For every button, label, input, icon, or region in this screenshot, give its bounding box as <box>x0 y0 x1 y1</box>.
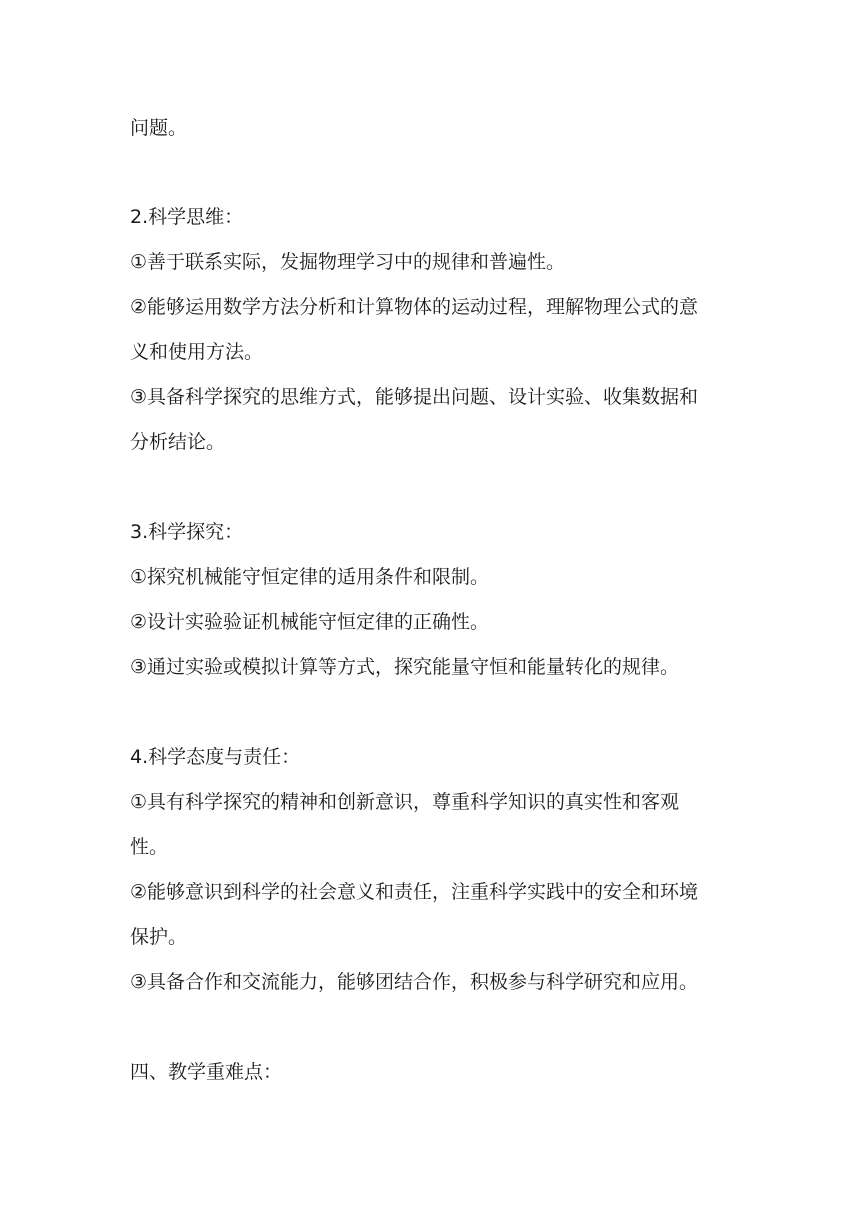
list-item: ③具备科学探究的思维方式，能够提出问题、设计实验、收集数据和 <box>130 386 699 408</box>
section-heading-scientific-inquiry: 3.科学探究： <box>130 521 244 543</box>
paragraph-continuation: 问题。 <box>130 117 188 139</box>
list-item: ③具备合作和交流能力，能够团结合作，积极参与科学研究和应用。 <box>130 971 699 993</box>
section-heading-scientific-thinking: 2.科学思维： <box>130 206 244 228</box>
section-heading-teaching-key-points: 四、教学重难点： <box>130 1061 283 1083</box>
list-item-continuation: 性。 <box>130 836 169 858</box>
list-item: ③通过实验或模拟计算等方式，探究能量守恒和能量转化的规律。 <box>130 656 680 678</box>
list-item: ①具有科学探究的精神和创新意识，尊重科学知识的真实性和客观 <box>130 791 680 813</box>
section-heading-scientific-attitude: 4.科学态度与责任： <box>130 746 301 768</box>
list-item: ②设计实验验证机械能守恒定律的正确性。 <box>130 611 490 633</box>
list-item: ②能够运用数学方法分析和计算物体的运动过程，理解物理公式的意 <box>130 296 699 318</box>
list-item: ①探究机械能守恒定律的适用条件和限制。 <box>130 566 490 588</box>
list-item: ①善于联系实际，发掘物理学习中的规律和普遍性。 <box>130 251 566 273</box>
list-item-continuation: 保护。 <box>130 926 188 948</box>
list-item-continuation: 义和使用方法。 <box>130 341 264 363</box>
list-item-continuation: 分析结论。 <box>130 431 226 453</box>
list-item: ②能够意识到科学的社会意义和责任，注重科学实践中的安全和环境 <box>130 881 699 903</box>
